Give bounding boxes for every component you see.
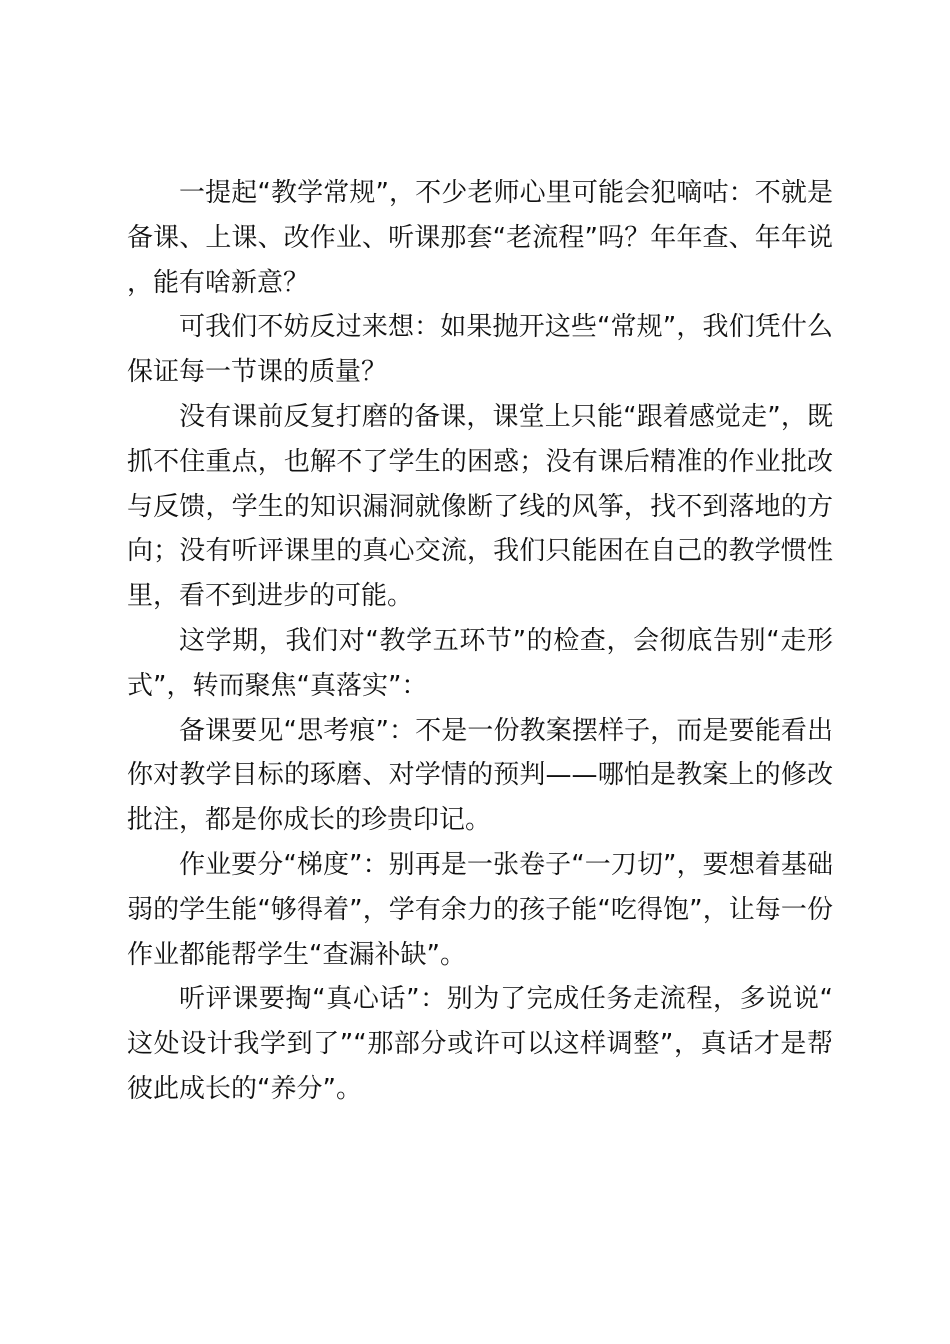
paragraph-7: 听评课要掏“真心话”：别为了完成任务走流程，多说说“这处设计我学到了”“那部分或许可以这样调整”，真话才是帮彼此成长的“养分”。 xyxy=(127,984,833,1104)
body-text xyxy=(127,171,833,1112)
paragraph-4: 这学期，我们对“教学五环节”的检查，会彻底告别“走形式”，转而聚焦“真落实”： xyxy=(127,625,833,701)
paragraph-3: 没有课前反复打磨的备课，课堂上只能“跟着感觉走”，既抓不住重点，也解不了学生的困惑；没有课后精准的作业批改与反馈，学生的知识漏洞就像断了线的风筝，找不到落地的方向；没有听评课里的真心交流，我们只能困在自己的教学惯性里，看不到进步的可能。 xyxy=(127,401,833,612)
paragraph-1: 一提起“教学常规”，不少老师心里可能会犯嘀咕：不就是备课、上课、改作业、听课那套“老流程”吗？年年查、年年说，能有啥新意？ xyxy=(127,178,833,298)
paragraph-2: 可我们不妨反过来想：如果抛开这些“常规”，我们凭什么保证每一节课的质量？ xyxy=(127,312,833,388)
paragraph-5: 备课要见“思考痕”：不是一份教案摆样子，而是要能看出你对教学目标的琢磨、对学情的预判——哪怕是教案上的修改批注，都是你成长的珍贵印记。 xyxy=(127,715,833,836)
paragraph-6: 作业要分“梯度”：别再是一张卷子“一刀切”，要想着基础弱的学生能“够得着”，学有余力的孩子能“吃得饱”，让每一份作业都能帮学生“查漏补缺”。 xyxy=(127,849,833,970)
